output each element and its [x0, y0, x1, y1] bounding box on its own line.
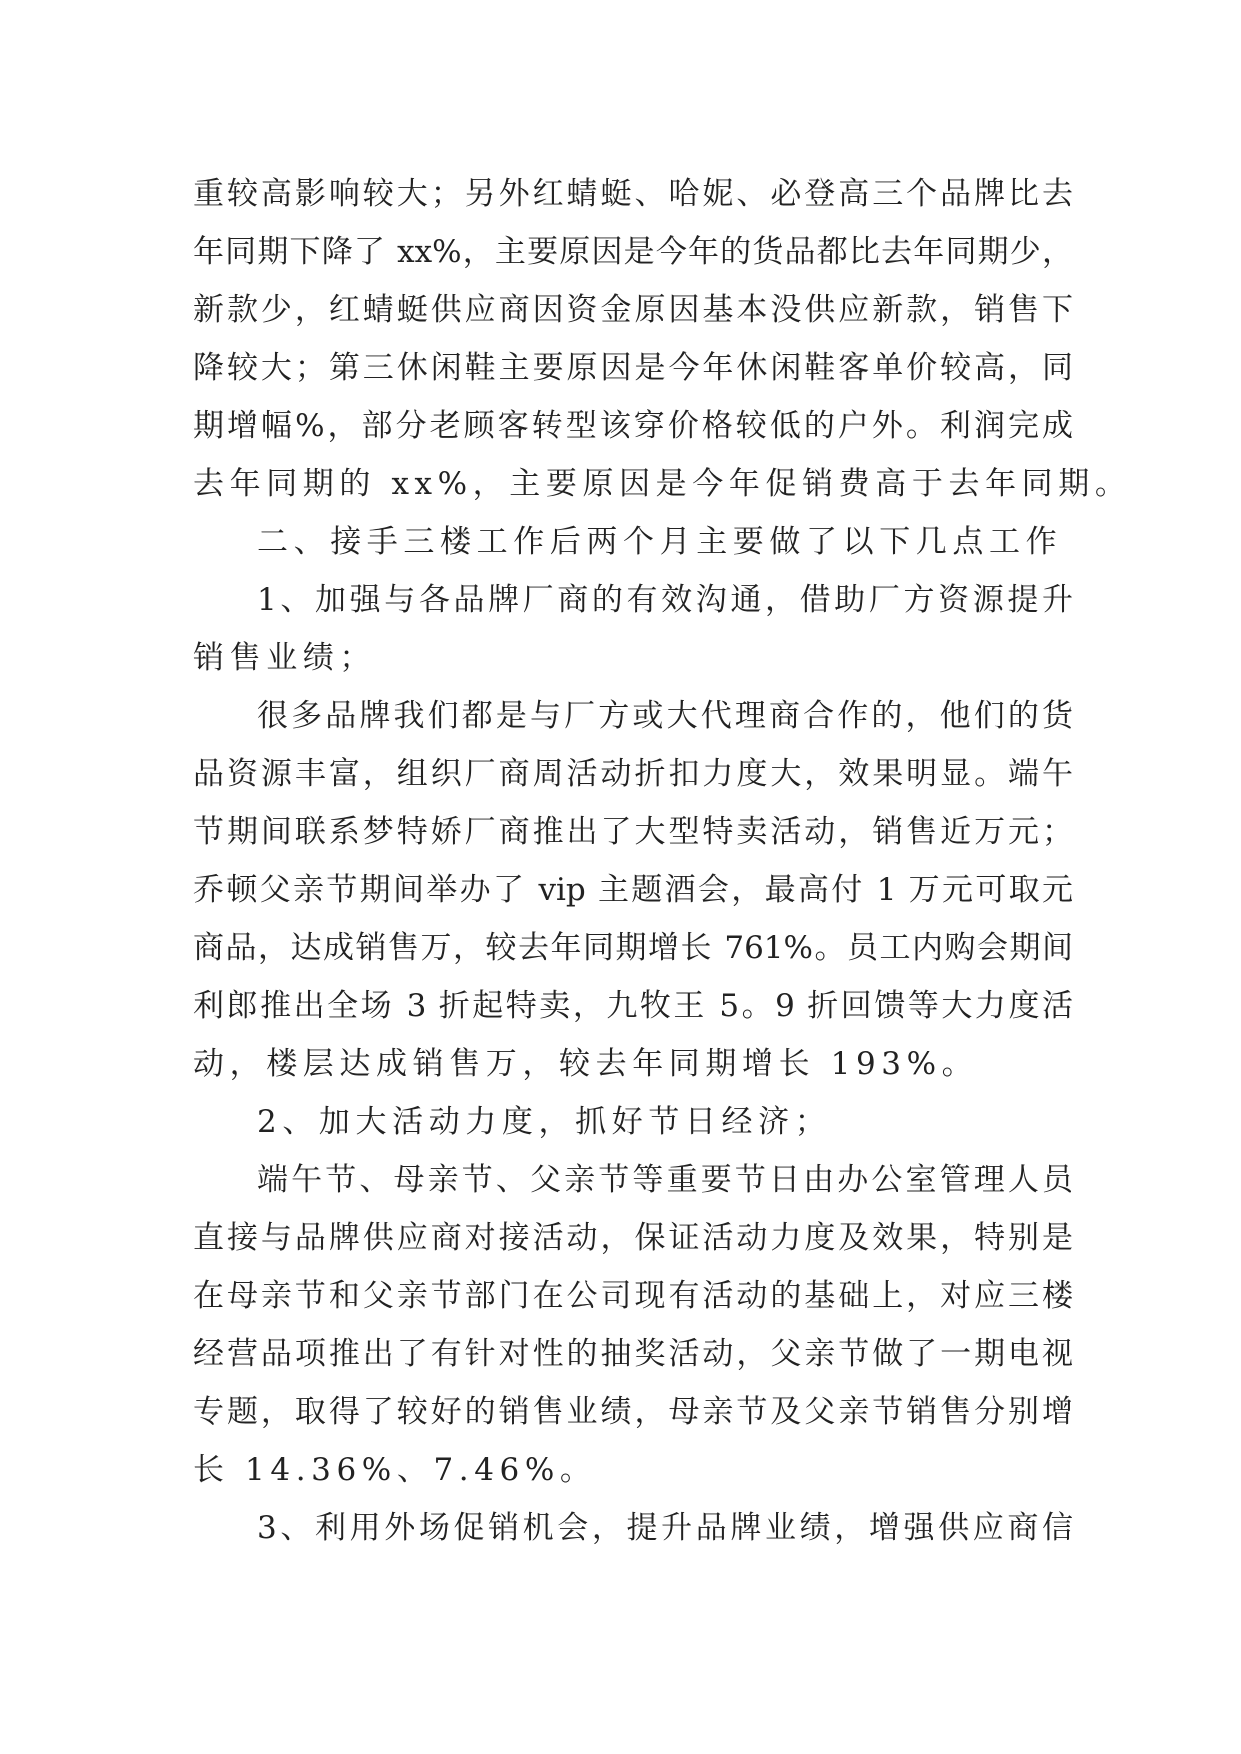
text-line: 年同期下降了 xx%，主要原因是今年的货品都比去年同期少， — [193, 234, 1073, 270]
text-line: 长 14.36%、7.46%。 — [193, 1452, 597, 1488]
subheading-line: 2、加大活动力度，抓好节日经济； — [257, 1104, 832, 1140]
document-body — [193, 165, 1132, 1557]
section-heading: 二、接手三楼工作后两个月主要做了以下几点工作 — [257, 524, 1063, 560]
text-line: 直接与品牌供应商对接活动，保证活动力度及效果，特别是 — [193, 1220, 1073, 1256]
text-line: 降较大；第三休闲鞋主要原因是今年休闲鞋客单价较高，同 — [193, 350, 1073, 386]
text-line: 很多品牌我们都是与厂方或大代理商合作的，他们的货 — [257, 698, 1073, 734]
subheading-line: 销售业绩； — [193, 640, 376, 676]
text-line: 动，楼层达成销售万，较去年同期增长 193%。 — [193, 1046, 979, 1082]
text-line: 重较高影响较大；另外红蜻蜓、哈妮、必登高三个品牌比去 — [193, 176, 1073, 212]
text-line: 利郎推出全场 3 折起特卖，九牧王 5。9 折回馈等大力度活 — [193, 988, 1073, 1024]
text-line: 节期间联系梦特娇厂商推出了大型特卖活动，销售近万元； — [193, 814, 1073, 850]
subheading-line: 3、利用外场促销机会，提升品牌业绩，增强供应商信 — [257, 1510, 1073, 1546]
text-line: 专题，取得了较好的销售业绩，母亲节及父亲节销售分别增 — [193, 1394, 1073, 1430]
text-line: 新款少，红蜻蜓供应商因资金原因基本没供应新款，销售下 — [193, 292, 1073, 328]
text-line: 在母亲节和父亲节部门在公司现有活动的基础上，对应三楼 — [193, 1278, 1073, 1314]
text-line: 商品，达成销售万，较去年同期增长 761%。员工内购会期间 — [193, 930, 1073, 966]
text-line: 乔顿父亲节期间举办了 vip 主题酒会，最高付 1 万元可取元 — [193, 872, 1073, 908]
text-line: 去年同期的 xx%，主要原因是今年促销费高于去年同期。 — [193, 466, 1132, 502]
subheading-line: 1、加强与各品牌厂商的有效沟通，借助厂方资源提升 — [257, 582, 1073, 618]
text-line: 经营品项推出了有针对性的抽奖活动，父亲节做了一期电视 — [193, 1336, 1073, 1372]
text-line: 端午节、母亲节、父亲节等重要节日由办公室管理人员 — [257, 1162, 1073, 1198]
text-line: 期增幅%，部分老顾客转型该穿价格较低的户外。利润完成 — [193, 408, 1073, 444]
text-line: 品资源丰富，组织厂商周活动折扣力度大，效果明显。端午 — [193, 756, 1073, 792]
